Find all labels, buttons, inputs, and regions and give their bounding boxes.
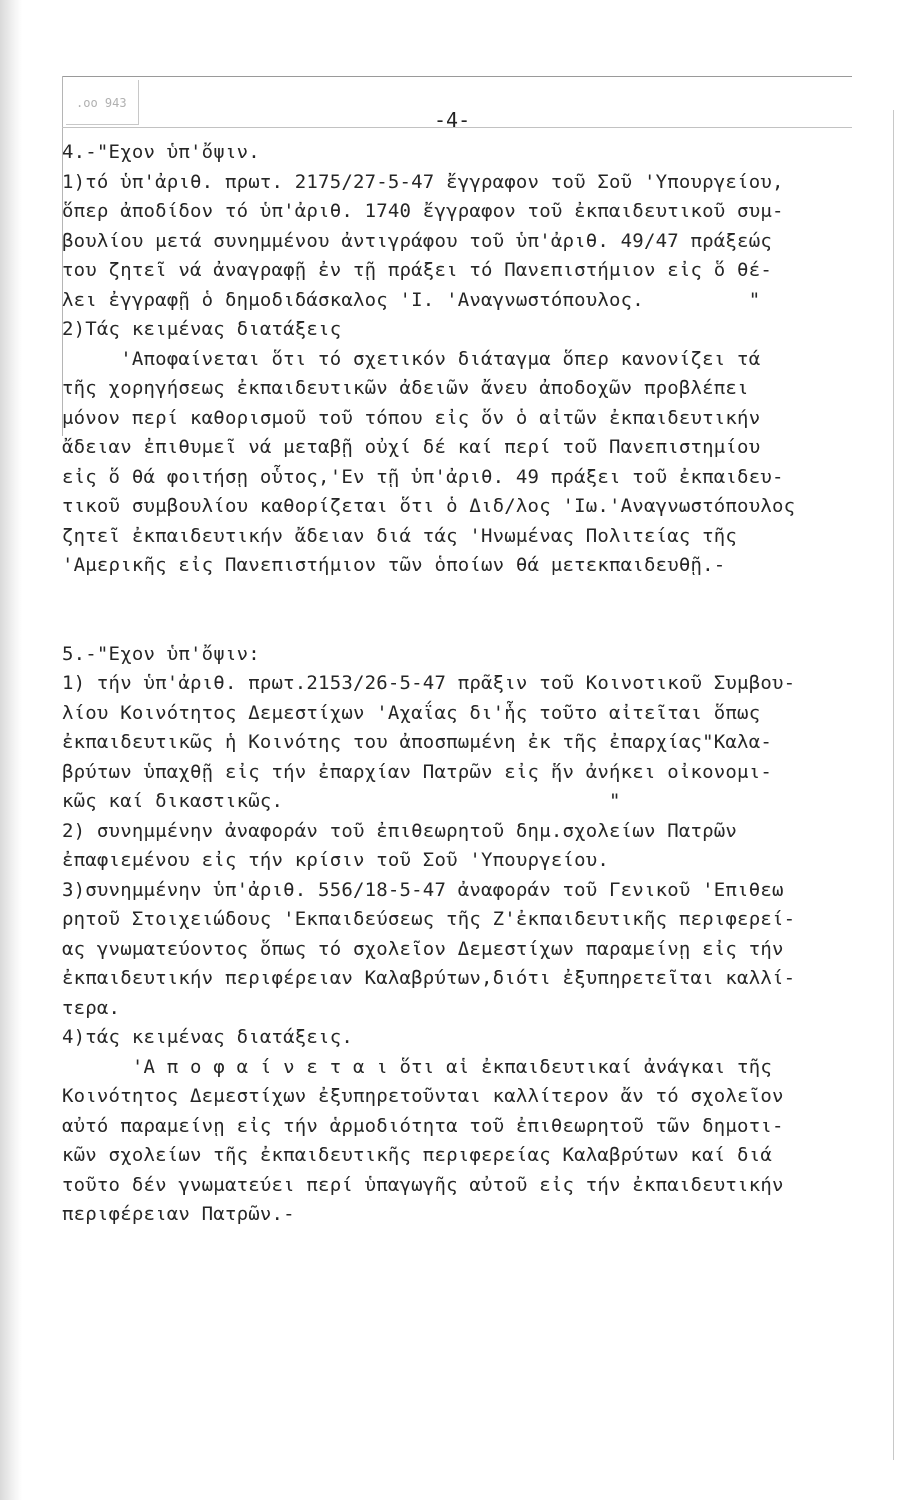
text-line: 4)τάς κειμένας διατάξεις. [62,1026,353,1048]
text-line: 1) τήν ὑπ'ἀριθ. πρωτ.2153/26-5-47 πρᾶξιν τοῦ Κοινοτικοῦ Συμβου- [62,672,796,694]
text-line: ἐπαφιεμένου εἰς τήν κρίσιν τοῦ Σοῦ 'Υπουργείου. [62,849,610,871]
section-gap [62,581,888,640]
text-line: 1)τό ὑπ'ἀριθ. πρωτ. 2175/27-5-47 ἔγγραφον τοῦ Σοῦ 'Υπουργείου, [62,170,784,193]
text-line: κῶν σχολείων τῆς ἐκπαιδευτικῆς περιφερείας Καλαβρύτων καί διά [62,1144,772,1166]
text-line: ας γνωματεύοντος ὅπως τό σχολεῖον Δεμεστίχων παραμείνῃ εἰς τήν [62,937,784,960]
text-line: 2)Τάς κειμένας διατάξεις [62,318,342,340]
text-line: τερα. [62,996,121,1019]
text-line: εἰς ὅ θά φοιτήσῃ οὗτος,'Εν τῇ ὑπ'ἀριθ. 49 πράξει τοῦ ἐκπαιδευ- [62,465,784,488]
stamp-text: .oo 943 [76,96,127,110]
text-line: τικοῦ συμβουλίου καθορίζεται ὅτι ὁ Διδ/λος 'Ιω.'Αναγνωστόπουλος [62,495,796,517]
document-body [62,138,888,1230]
text-line: ὅπερ ἀποδίδον τό ὑπ'ἀριθ. 1740 ἔγγραφον τοῦ ἐκπαιδευτικοῦ συμ- [62,200,784,222]
text-line: λίου Κοινότητος Δεμεστίχων 'Αχαΐας δι'ἧς τοῦτο αἰτεῖται ὅπως [62,701,761,724]
text-line: ἐκπαιδευτικῶς ἡ Κοινότης του ἀποσπωμένη ἐκ τῆς ἐπαρχίας"Καλα- [62,731,772,753]
text-line: Κοινότητος Δεμεστίχων ἐξυπηρετοῦνται καλλίτερον ἄν τό σχολεῖον [62,1085,784,1107]
section-item-5 [62,640,888,1230]
text-line: 'Αποφαίνεται ὅτι τό σχετικόν διάταγμα ὅπερ κανονίζει τά [62,347,761,370]
scanned-page-edge [0,0,22,1500]
text-line: τοῦτο δέν γνωματεύει περί ὑπαγωγῆς αὐτοῦ εἰς τήν ἐκπαιδευτικήν [62,1173,784,1196]
text-line: τῆς χορηγήσεως ἐκπαιδευτικῶν ἀδειῶν ἄνευ ἀποδοχῶν προβλέπει [62,377,749,399]
text-line: 4.-"Εχον ὑπ'ὄψιν. [62,141,260,163]
section-item-4 [62,138,888,581]
text-line: βρύτων ὑπαχθῇ εἰς τήν ἐπαρχίαν Πατρῶν εἰς ἥν ἀνήκει οἰκονομι- [62,760,772,783]
text-line: του ζητεῖ νά ἀναγραφῇ ἐν τῇ πράξει τό Πανεπιστήμιον εἰς ὅ θέ- [62,259,772,281]
text-line: ζητεῖ ἐκπαιδευτικήν ἄδειαν διά τάς 'Ηνωμένας Πολιτείας τῆς [62,524,738,547]
text-line: κῶς καί δικαστικῶς. " [62,790,621,812]
text-line: ρητοῦ Στοιχειώδους 'Εκπαιδεύσεως τῆς Ζ'ἐκπαιδευτικῆς περιφερεί- [62,908,796,930]
text-line: ἐκπαιδευτικήν περιφέρειαν Καλαβρύτων,διότι ἐξυπηρετεῖται καλλί- [62,967,796,989]
text-line: 2) συνημμένην ἀναφοράν τοῦ ἐπιθεωρητοῦ δημ.σχολείων Πατρῶν [62,819,738,842]
text-line: 3)συνημμένην ὑπ'ἀριθ. 556/18-5-47 ἀναφοράν τοῦ Γενικοῦ 'Επιθεω [62,878,784,901]
text-line: βουλίου μετά συνημμένου ἀντιγράφου τοῦ ὑπ'ἀριθ. 49/47 πράξεώς [62,229,772,252]
text-line: λει ἐγγραφῇ ὁ δημοδιδάσκαλος 'Ι. 'Αναγνωστόπουλος. " [62,288,761,311]
text-line: 5.-"Εχον ὑπ'ὄψιν: [62,642,260,665]
page-number: -4- [434,108,471,132]
text-line: ἄδειαν ἐπιθυμεῖ νά μεταβῇ οὐχί δέ καί περί τοῦ Πανεπιστημίου [62,436,761,458]
text-line: μόνον περί καθορισμοῦ τοῦ τόπου εἰς ὅν ὁ αἰτῶν ἐκπαιδευτικήν [62,406,761,429]
text-line: αὐτό παραμείνῃ εἰς τήν ἁρμοδιότητα τοῦ ἐπιθεωρητοῦ τῶν δημοτι- [62,1114,784,1137]
text-line: 'Αμερικῆς εἰς Πανεπιστήμιον τῶν ὁποίων θά μετεκπαιδευθῇ.- [62,554,726,576]
right-rule [893,110,894,1460]
text-line: περιφέρειαν Πατρῶν.- [62,1203,295,1225]
text-line: 'Α π ο φ α ί ν ε τ α ι ὅτι αἱ ἐκπαιδευτικαί ἀνάγκαι τῆς [62,1055,772,1078]
top-rule [62,76,852,77]
